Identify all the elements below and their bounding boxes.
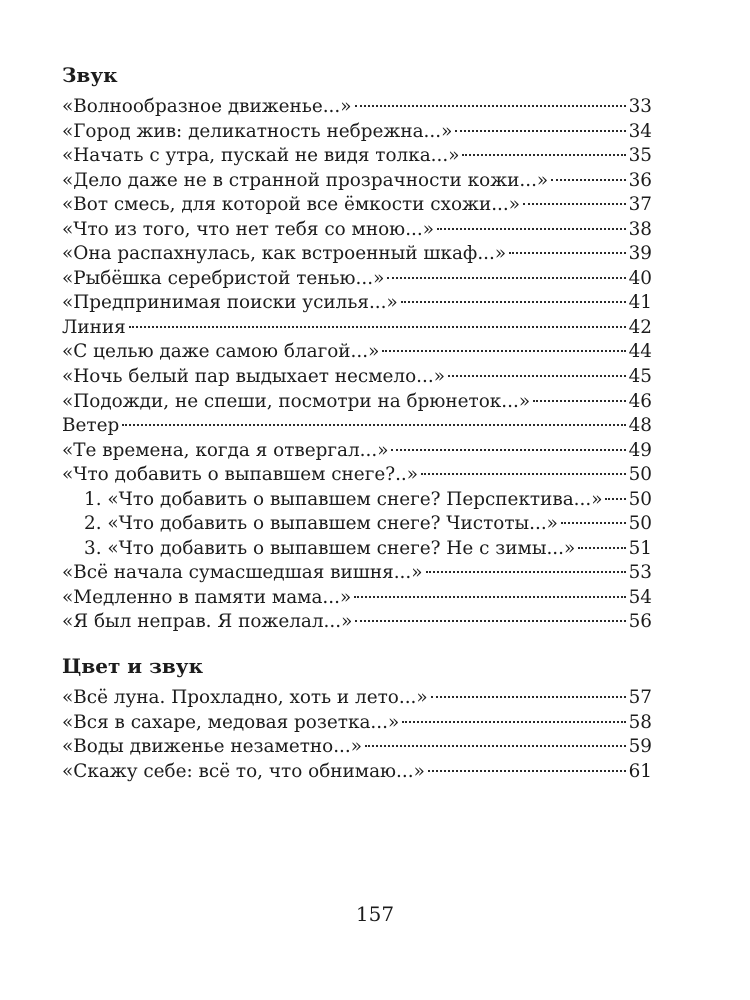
dot-leader (122, 407, 625, 431)
entry-page: 36 (628, 169, 652, 191)
entry-title: Линия (62, 316, 126, 338)
entry-title: «Всё начала сумасшедшая вишня...» (62, 562, 423, 584)
dot-leader (129, 309, 626, 333)
dot-leader (391, 432, 625, 456)
entry-title: «Она распахнулась, как встроенный шкаф...» (62, 243, 507, 265)
entry-page: 54 (628, 586, 652, 608)
dot-leader (533, 383, 626, 407)
dot-leader (428, 753, 626, 777)
dot-leader (354, 579, 625, 603)
toc-entry (62, 309, 652, 338)
dot-leader (509, 235, 625, 259)
entry-page: 53 (628, 562, 652, 584)
dot-leader (431, 679, 626, 703)
entry-page: 48 (628, 415, 652, 437)
entry-page: 40 (628, 267, 652, 289)
entry-page: 50 (628, 464, 652, 486)
toc-entry (62, 679, 652, 709)
entry-title: «Подожди, не спеши, посмотри на брюнеток...» (62, 390, 531, 412)
entry-title: «Что добавить о выпавшем снеге?..» (62, 464, 419, 486)
dot-leader (523, 186, 626, 210)
entry-title: «Скажу себе: всё то, что обнимаю...» (62, 760, 425, 782)
dot-leader (561, 505, 626, 529)
dot-leader (455, 113, 625, 137)
table-of-contents (62, 62, 652, 782)
entry-title: Ветер (62, 415, 120, 437)
entry-page: 38 (628, 218, 652, 240)
entry-page: 37 (628, 194, 652, 216)
entry-page: 56 (628, 611, 652, 633)
entry-title: 3. «Что добавить о выпавшем снеге? Не с зимы...» (84, 537, 576, 559)
entry-page: 57 (628, 687, 652, 709)
entry-page: 59 (628, 736, 652, 758)
dot-leader (355, 88, 626, 112)
entry-page: 50 (628, 513, 652, 535)
entry-page: 39 (628, 243, 652, 265)
entry-page: 45 (628, 366, 652, 388)
entry-title: 2. «Что добавить о выпавшем снеге? Чистоты...» (84, 513, 558, 535)
dot-leader (421, 456, 626, 480)
dot-leader (401, 284, 626, 308)
entry-page: 44 (628, 341, 652, 363)
dot-leader (448, 358, 626, 382)
entry-title: «Воды движенье незаметно...» (62, 736, 362, 758)
entry-title: «С целью даже самою благой...» (62, 341, 380, 363)
toc-entry (62, 88, 652, 117)
dot-leader (402, 704, 625, 728)
entry-title: «Те времена, когда я отвергал...» (62, 439, 389, 461)
entry-title: «Дело даже не в странной прозрачности кожи...» (62, 169, 549, 191)
toc-entry (62, 333, 652, 363)
entry-page: 50 (628, 488, 652, 510)
entry-page: 41 (628, 292, 652, 314)
entry-title: «Начать с утра, пускай не видя толка...» (62, 145, 460, 167)
dot-leader (426, 554, 626, 578)
entry-title: «Рыбёшка серебристой тенью...» (62, 267, 385, 289)
dot-leader (551, 162, 625, 186)
dot-leader (365, 728, 626, 752)
entry-page: 34 (628, 120, 652, 142)
dot-leader (462, 137, 625, 161)
entry-title: «Вся в сахаре, медовая розетка...» (62, 711, 400, 733)
dot-leader (578, 530, 625, 554)
entry-title: «Волнообразное движенье...» (62, 96, 352, 117)
entry-title: «Вот смесь, для которой все ёмкости схожи...» (62, 194, 520, 216)
entry-title: 1. «Что добавить о выпавшем снеге? Перспектива...» (84, 488, 603, 510)
entry-page: 51 (628, 537, 652, 559)
entry-title: «Предпринимая поиски усилья...» (62, 292, 398, 314)
entry-page: 33 (628, 96, 652, 117)
entry-page: 46 (628, 390, 652, 412)
entry-title: «Город жив: деликатность небрежна...» (62, 120, 453, 142)
dot-leader (382, 333, 625, 357)
entry-page: 58 (628, 711, 652, 733)
toc-entry (62, 432, 652, 461)
entry-page: 61 (628, 760, 652, 782)
entry-title: «Ночь белый пар выдыхает несмело...» (62, 366, 445, 388)
entry-title: «Всё луна. Прохладно, хоть и лето...» (62, 687, 428, 709)
section-title: Звук (62, 63, 118, 87)
entry-title: «Я был неправ. Я пожелал...» (62, 611, 353, 633)
page-number: 157 (355, 902, 395, 926)
dot-leader (605, 481, 625, 505)
entry-title: «Медленно в памяти мама...» (62, 586, 352, 608)
entry-page: 42 (628, 316, 652, 338)
entry-page: 49 (628, 439, 652, 461)
section-title: Цвет и звук (62, 654, 204, 679)
dot-leader (355, 603, 625, 627)
toc-entry (62, 407, 652, 437)
dot-leader (387, 260, 625, 284)
entry-page: 35 (628, 145, 652, 167)
dot-leader (437, 211, 626, 235)
entry-title: «Что из того, что нет тебя со мною...» (62, 218, 434, 240)
